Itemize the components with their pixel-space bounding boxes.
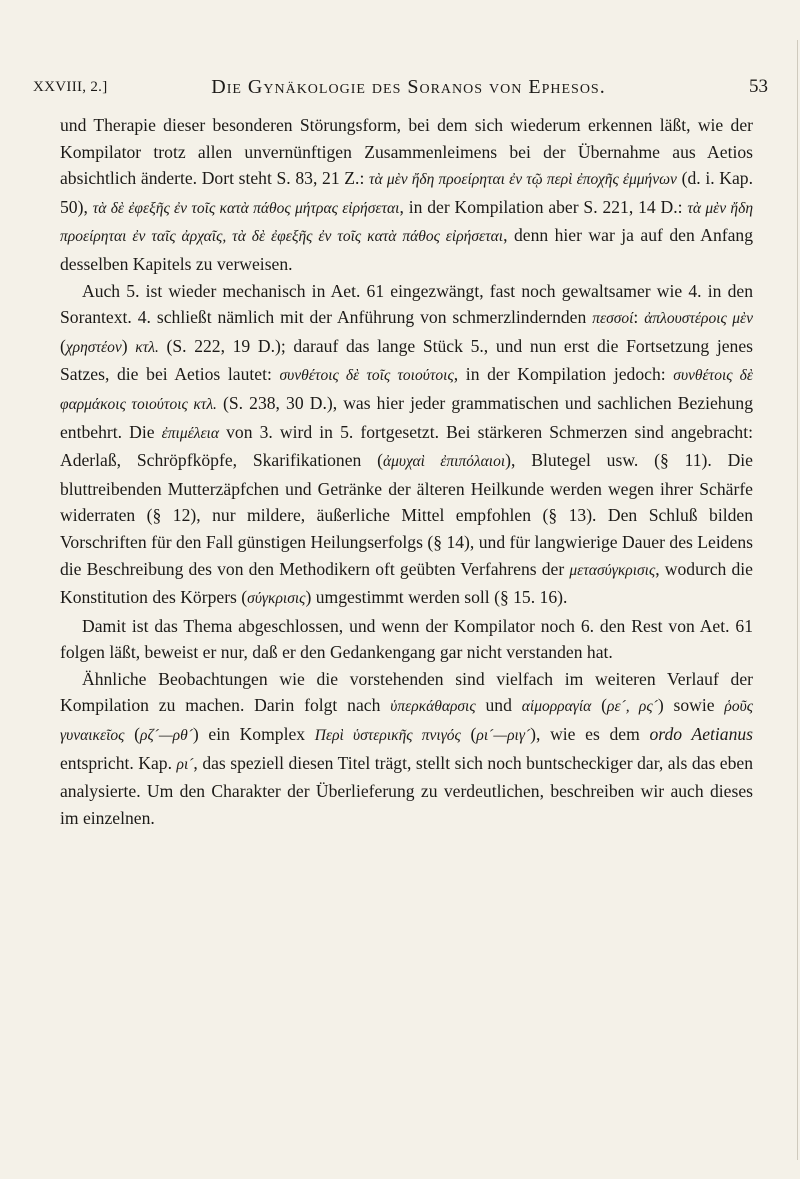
text-run: Ähnliche Beobachtungen wie die vorstehenden sind vielfach im weiteren Verlauf der Kompilation zu machen. Darin folgt nach bbox=[60, 668, 753, 716]
greek-text: ἀμυχαὶ ἐπιπόλαιοι bbox=[383, 453, 506, 471]
text-run: ) ein Komplex bbox=[192, 724, 315, 745]
greek-text: ὑπερκάθαρσις bbox=[390, 698, 476, 716]
text-run: , wodurch die Konstitution des Körpers ( bbox=[60, 558, 753, 608]
greek-text: πεσσοί bbox=[592, 310, 634, 328]
greek-text: ρε´, ρς´ bbox=[607, 698, 658, 716]
greek-text: ἀπλουστέροις μὲν bbox=[644, 310, 753, 328]
text-run: , das speziell diesen Titel trägt, stellt sich noch buntscheckiger dar, als das eben analysierte. Um den Charakter der Überlieferung zu verdeutlichen, beschreiben wir auch dieses im einzelnen. bbox=[60, 752, 753, 828]
greek-text: τὰ δὲ ἐφεξῆς ἐν τοῖς κατὰ πάθος μήτρας εἰρήσεται bbox=[92, 199, 400, 217]
italic-text: ordo Aetianus bbox=[649, 724, 754, 745]
paragraph bbox=[60, 278, 753, 613]
text-run: , in der Kompilation jedoch: bbox=[453, 364, 674, 385]
text-run: , in der Kompilation aber S. 221, 14 D.: bbox=[399, 196, 688, 217]
greek-text: Περὶ ὑστερικῆς πνιγός bbox=[314, 727, 461, 745]
text-run: , denn hier war ja auf den Anfang desselben Kapitels zu verweisen. bbox=[60, 225, 753, 274]
paragraph bbox=[60, 112, 753, 278]
greek-text: τὰ μὲν ἤδη προείρηται ἐν ταῖς ἀρχαῖς, τὰ δὲ ἐφεξῆς ἐν τοῖς κατὰ πάθος εἰρήσεται bbox=[60, 199, 754, 246]
paragraph bbox=[60, 613, 753, 666]
text-run: und bbox=[475, 695, 522, 716]
body-text bbox=[60, 112, 753, 831]
greek-text: ρι´—ριγ´ bbox=[476, 727, 531, 745]
greek-text: ἐπιμέλεια bbox=[161, 424, 220, 442]
greek-text: τὰ μὲν ἤδη προείρηται ἐν τῷ περὶ ἐποχῆς ἐμμήνων bbox=[369, 171, 677, 189]
page-edge bbox=[797, 40, 798, 1160]
running-title: Die Gynäkologie des Soranos von Ephesos. bbox=[211, 76, 606, 98]
text-run: (d. i. Kap. 50), bbox=[60, 168, 753, 217]
text-run: : bbox=[633, 307, 645, 328]
greek-text: κτλ. bbox=[135, 338, 159, 356]
running-head bbox=[33, 74, 768, 102]
greek-text: ρζ´—ρθ´ bbox=[140, 727, 193, 745]
greek-text: συνθέτοις δὲ φαρμάκοις τοιούτοις κτλ. bbox=[60, 367, 753, 413]
text-run: ( bbox=[591, 695, 608, 716]
text-run: Damit ist das Thema abgeschlossen, und wenn der Kompilator noch 6. den Rest von Aet. 61 folgen läßt, beweist er nur, daß er den Gedankengang gar nicht verstanden hat. bbox=[60, 615, 753, 663]
text-run: ), wie es dem bbox=[530, 724, 650, 745]
greek-text: συνθέτοις δὲ τοῖς τοιούτοις bbox=[279, 367, 454, 385]
text-run: ( bbox=[60, 335, 66, 356]
text-run: und Therapie dieser besonderen Störungsform, bei dem sich wiederum erkennen läßt, wie der Kompilator trotz allen unvernünftigen Zusammenleimens bei der Übernahme aus Aetios absichtlich änderte. Dort steht S. 83, 21 Z.: bbox=[60, 115, 753, 189]
greek-text: μετασύγκρισις bbox=[569, 561, 656, 579]
greek-text: σύγκρισις bbox=[247, 590, 306, 608]
chapter-reference: XXVIII, 2.] bbox=[33, 79, 108, 95]
text-run: (S. 222, 19 D.); darauf das lange Stück 5., und nun erst die Fortsetzung jenes Satzes, die bei Aetios lautet: bbox=[60, 335, 753, 385]
text-run: ) umgestimmt werden soll (§ 15. 16). bbox=[305, 587, 568, 608]
text-run: ), Blutegel usw. (§ 11). Die bluttreibenden Mutterzäpfchen und Getränke der älteren Heilkunde werden wegen ihrer Schärfe widerraten (§ 12), nur mildere, äußerliche Mittel empfohlen (§ 13). Den Schluß bilden Vorschriften für den Fall günstigen Heilungserfolgs (§ 14), und für langwierige Dauer des Leidens die Beschreibung des von den Methodikern oft geübten Verfahrens der bbox=[60, 450, 753, 579]
text-run: von 3. wird in 5. fortgesetzt. Bei stärkeren Schmerzen sind angebracht: Aderlaß, Schröpfköpfe, Skarifikationen ( bbox=[60, 421, 753, 471]
text-run: ) sowie bbox=[657, 695, 725, 716]
page-number: 53 bbox=[749, 76, 768, 97]
greek-text: ῥοῦς γυναικεῖος bbox=[60, 698, 754, 745]
greek-text: χρηστέον bbox=[65, 338, 122, 356]
text-run: ( bbox=[460, 724, 477, 745]
greek-text: ρι´ bbox=[176, 755, 194, 773]
text-run: ( bbox=[124, 724, 140, 745]
greek-text: αἱμορραγία bbox=[521, 698, 592, 716]
text-run: ) bbox=[121, 335, 136, 356]
text-run: Auch 5. ist wieder mechanisch in Aet. 61 eingezwängt, fast noch gewaltsamer wie 4. in den Sorantext. 4. schließt nämlich mit der Anführung von schmerzlindernden bbox=[60, 280, 753, 328]
text-run: (S. 238, 30 D.), was hier jeder grammatischen und sachlichen Beziehung entbehrt. Die bbox=[60, 392, 753, 442]
paragraph bbox=[60, 666, 753, 832]
text-run: entspricht. Kap. bbox=[60, 752, 177, 773]
